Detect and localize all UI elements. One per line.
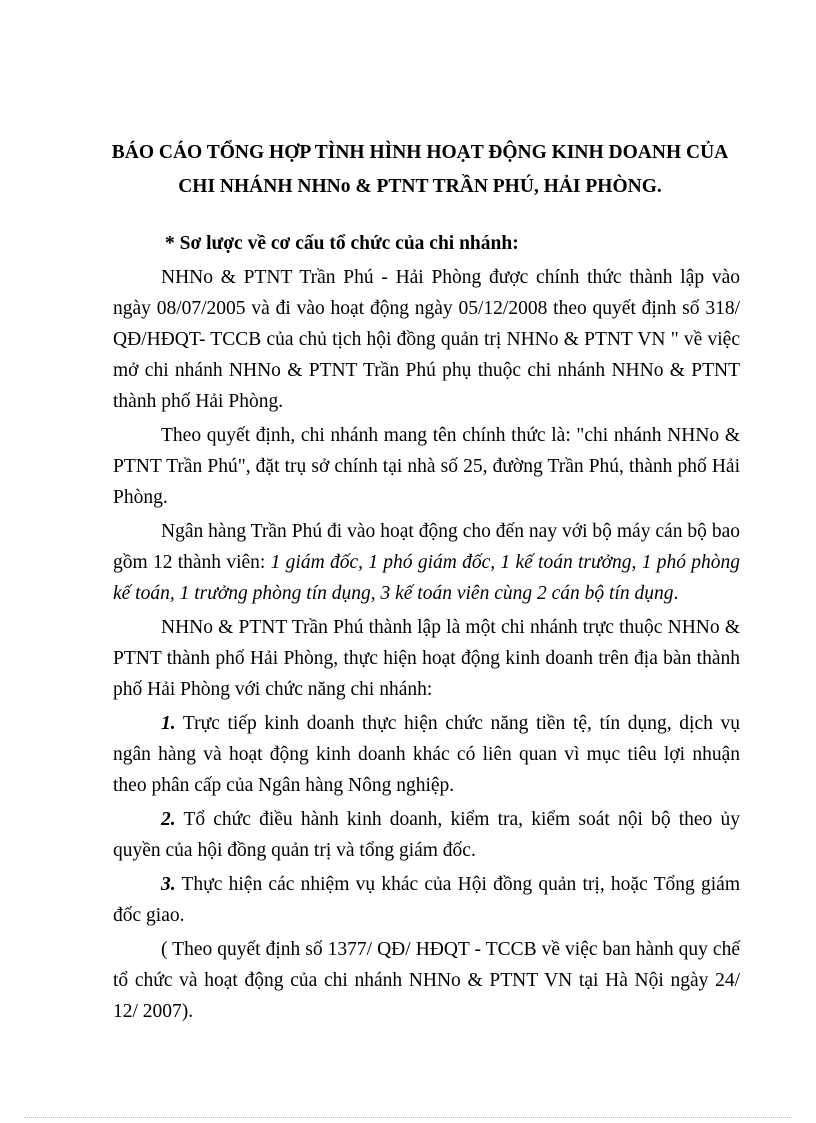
item-text: Trực tiếp kinh doanh thực hiện chức năng tiền tệ, tín dụng, dịch vụ ngân hàng và hoạt động kinh doanh khác có liên quan vì mục tiêu lợi nhuận theo phân cấp của Ngân hàng Nông nghiệp.	[113, 713, 740, 796]
page-bottom-divider	[24, 1117, 792, 1118]
function-item-2	[113, 804, 740, 866]
paragraph-establishment: NHNo & PTNT Trần Phú - Hải Phòng được chính thức thành lập vào ngày 08/07/2005 và đi vào hoạt động ngày 05/12/2008 theo quyết định số 318/ QĐ/HĐQT- TCCB của chủ tịch hội đồng quản trị NHNo & PTNT VN " về việc mở chi nhánh NHNo & PTNT Trần Phú phụ thuộc chi nhánh NHNo & PTNT thành phố Hải Phòng.	[113, 267, 740, 412]
paragraph-staff	[113, 516, 740, 609]
staff-end-text: .	[673, 583, 679, 604]
function-item-1	[113, 708, 740, 801]
title-line-2: CHI NHÁNH NHNo & PTNT TRẦN PHÚ, HẢI PHÒNG.	[178, 176, 662, 197]
item-number: 2.	[161, 809, 176, 830]
staff-lead-text: Ngân hàng Trần Phú đi vào hoạt động cho đến nay với bộ máy cán bộ bao gồm 12 thành viên:	[113, 521, 740, 573]
staff-list-text: 1 giám đốc, 1 phó giám đốc, 1 kế toán trưởng, 1 phó phòng kế toán, 1 trưởng phòng tín dụng, 3 kế toán viên cùng 2 cán bộ tín dụng	[113, 552, 741, 604]
document-title	[100, 136, 740, 204]
document-body	[113, 228, 740, 1030]
item-text: Tổ chức điều hành kinh doanh, kiểm tra, kiểm soát nội bộ theo ủy quyền của hội đồng quản trị và tổng giám đốc.	[113, 809, 740, 861]
item-number: 1.	[161, 713, 176, 734]
title-line-1: BÁO CÁO TỔNG HỢP TÌNH HÌNH HOẠT ĐỘNG KINH DOANH CỦA	[111, 142, 729, 163]
paragraph-functions-intro: NHNo & PTNT Trần Phú thành lập là một chi nhánh trực thuộc NHNo & PTNT thành phố Hải Phòng, thực hiện hoạt động kinh doanh trên địa bàn thành phố Hải Phòng với chức năng chi nhánh:	[113, 617, 740, 700]
section-heading: * Sơ lược về cơ cấu tổ chức của chi nhánh:	[165, 233, 519, 254]
paragraph-reference: ( Theo quyết định số 1377/ QĐ/ HĐQT - TCCB về việc ban hành quy chế tổ chức và hoạt động của chi nhánh NHNo & PTNT VN tại Hà Nội ngày 24/ 12/ 2007).	[113, 939, 740, 1022]
item-number: 3.	[161, 874, 176, 895]
item-text: Thực hiện các nhiệm vụ khác của Hội đồng quản trị, hoặc Tổng giám đốc giao.	[113, 874, 740, 926]
paragraph-official-name: Theo quyết định, chi nhánh mang tên chính thức là: "chi nhánh NHNo & PTNT Trần Phú", đặt trụ sở chính tại nhà số 25, đường Trần Phú, thành phố Hải Phòng.	[113, 425, 740, 508]
function-item-3	[113, 869, 740, 931]
